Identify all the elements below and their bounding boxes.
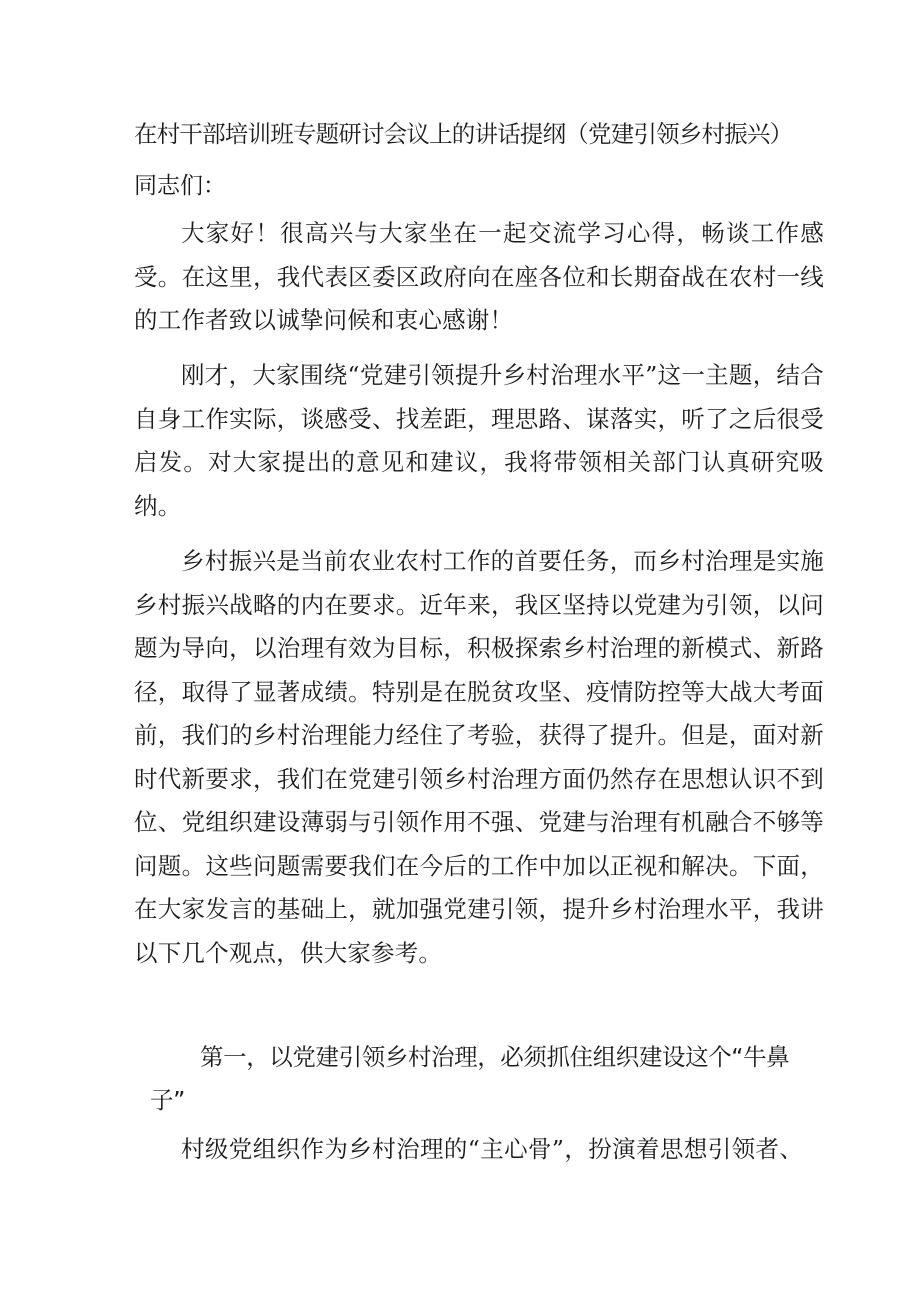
section-heading-first: 第一，以党建引领乡村治理，必须抓住组织建设这个“牛鼻子” (150, 1043, 790, 1114)
paragraph-section-first: 村级党组织作为乡村治理的“主心骨”，扮演着思想引领者、 (181, 1135, 804, 1163)
document-title: 在村干部培训班专题研讨会议上的讲话提纲（党建引领乡村振兴） (134, 120, 793, 148)
salutation: 同志们： (134, 173, 226, 199)
paragraph-rural-revitalization: 乡村振兴是当前农业农村工作的首要任务，而乡村治理是实施乡村振兴战略的内在要求。近年来，我区坚持以党建为引领，以问题为导向，以治理有效为目标，积极探索乡村治理的新模式、新路径，取得了显著成绩。特别是在脱贫攻坚、疫情防控等大战大考面前，我们的乡村治理能力经住了考验，获得了提升。但是，面对新时代新要求，我们在党建引领乡村治理方面仍然存在思想认识不到位、党组织建设薄弱与引领作用不强、党建与治理有机融合不够等问题。这些问题需要我们在今后的工作中加以正视和解决。下面，在大家发言的基础上，就加强党建引领，提升乡村治理水平，我讲以下几个观点，供大家参考。 (134, 547, 824, 967)
paragraph-greeting: 大家好！很高兴与大家坐在一起交流学习心得，畅谈工作感受。在这里，我代表区委区政府向在座各位和长期奋战在农村一线的工作者致以诚挚问候和衷心感谢！ (134, 219, 824, 334)
paragraph-discussion-summary: 刚才，大家围绕“党建引领提升乡村治理水平”这一主题，结合自身工作实际，谈感受、找差距，理思路、谋落实，听了之后很受启发。对大家提出的意见和建议，我将带领相关部门认真研究吸纳。 (134, 361, 824, 520)
